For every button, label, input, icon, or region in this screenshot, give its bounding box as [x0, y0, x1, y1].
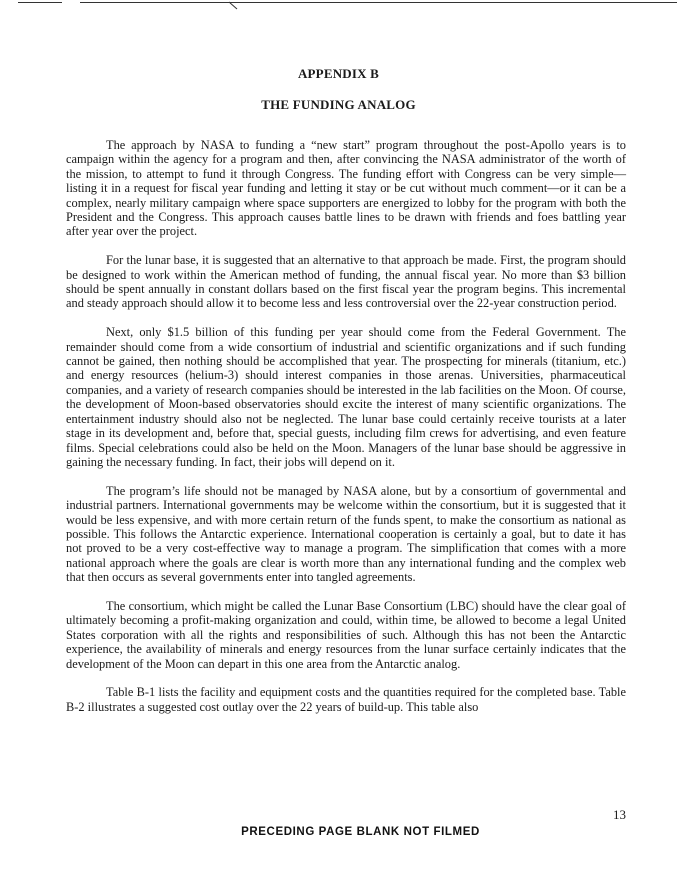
body-text: [66, 138, 626, 729]
appendix-title: APPENDIX B: [297, 66, 380, 81]
scan-mark-icon: [228, 1, 240, 11]
paragraph: The consortium, which might be called the Lunar Base Consortium (LBC) should have the clear goal of ultimately becoming a profit-making organization and could, within time, be allowed to become a legal United States corporation with all the rights and responsibilities of such. Although this has not been the Antarctic experience, the availability of minerals and energy resources from the lunar surface certainly indicates that the development of the Moon can depart in this one area from the Antarctic analog.: [66, 598, 626, 671]
paragraph: The program’s life should not be managed by NASA alone, but by a consortium of governmental and industrial partners. International governments may be welcome within the consortium, but it is suggested that it would be less expensive, and with more certain return of the funds spent, to make the consortium as national as possible. This follows the Antarctic experience. International cooperation is certainly a goal, but to date it has not proved to be a very cost-effective way to manage a program. The simplification that comes with a more national approach where the goals are clear is worth more than any international funding and the complex web that then occurs as several governments enter into tangled agreements.: [66, 483, 626, 585]
top-rule-left: [18, 2, 62, 3]
preceding-page-stamp: PRECEDING PAGE BLANK NOT FILMED: [241, 826, 480, 838]
paragraph: For the lunar base, it is suggested that an alternative to that approach be made. First, the program should be designed to work within the American method of funding, the annual fiscal year. No more than $3 billion should be spent annually in constant dollars based on the first fiscal year the program begins. This incremental and steady approach should allow it to become less and less controversial over the 22-year construction period.: [66, 253, 626, 311]
paragraph: The approach by NASA to funding a “new start” program throughout the post-Apollo years is to campaign within the agency for a program and then, after convincing the NASA administrator of the worth of the mission, to attempt to fund it through Congress. The funding effort with Congress can be very simple—listing it in a request for fiscal year funding and letting it stay or be cut without much comment—or it can be a complex, nearly military campaign where space supporters are energized to lobby for the program with both the President and the Congress. This approach causes battle lines to be drawn with friends and foes battling year after year over the project.: [66, 138, 626, 239]
paragraph: Next, only $1.5 billion of this funding per year should come from the Federal Government. The remainder should come from a wide consortium of industrial and scientific organizations and if such funding cannot be gained, then nothing should be accomplished that year. The prospecting for minerals (titanium, etc.) and energy resources (helium-3) should interest companies in those arenas. Universities, pharmaceutical companies, and a variety of research companies should be interested in the lab facilities on the Moon. Of course, the development of Moon-based observatories should excite the interest of many scientific organizations. The entertainment industry should also not be neglected. The lunar base could certainly receive tourists at a later stage in its development and, before that, special guests, including film crews for advertising, and even feature films. Special celebrations could also be held on the Moon. Managers of the lunar base should be aggressive in gaining the necessary funding. In fact, their jobs will depend on it.: [66, 325, 626, 469]
top-rule: [80, 2, 677, 3]
paragraph: Table B-1 lists the facility and equipment costs and the quantities required for the completed base. Table B-2 illustrates a suggested cost outlay over the 22 years of build-up. This table also: [66, 685, 626, 714]
section-title: THE FUNDING ANALOG: [261, 97, 416, 112]
page-number: 13: [613, 807, 626, 822]
